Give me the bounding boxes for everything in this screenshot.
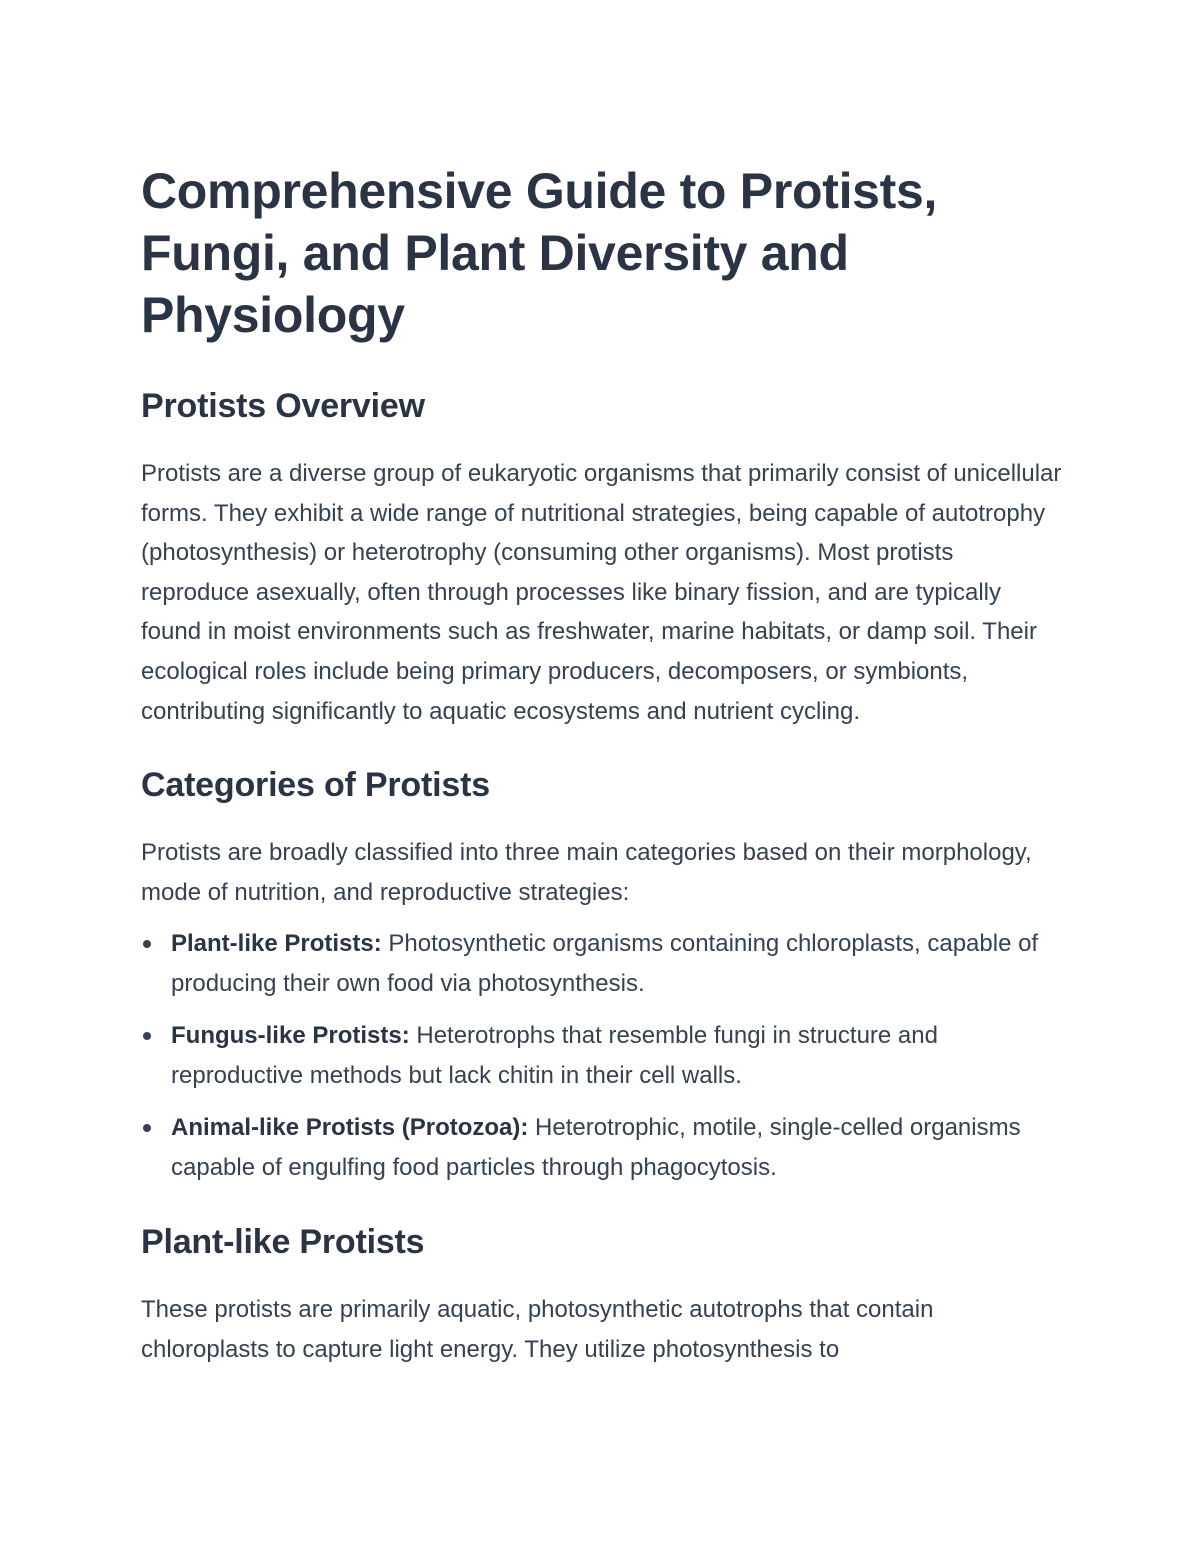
section-paragraph-protists-overview: Protists are a diverse group of eukaryotic organisms that primarily consist of unicellular forms. They exhibit a wide range of nutritional strategies, being capable of autotrophy (photosynthesis) or heterotrophy (consuming other organisms). Most protists reproduce asexually, often through processes like binary fission, and are typically found in moist environments such as freshwater, marine habitats, or damp soil. Their ecological roles include being primary producers, decomposers, or symbionts, contributing significantly to aquatic ecosystems and nutrient cycling. [141,460,1062,725]
bullet-text: Heterotrophic, motile, single-celled organisms capable of engulfing food particles through phagocytosis. [171,1114,1021,1182]
bullet-term: Fungus-like Protists: [171,1022,410,1050]
bullet-dot-icon [143,1124,151,1132]
section-heading-categories-of-protists: Categories of Protists [141,766,490,805]
section-heading-protists-overview: Protists Overview [141,387,425,425]
bullet-text: Heterotrophs that resemble fungi in structure and reproductive methods but lack chitin in their cell walls. [171,1022,938,1090]
bullet-term: Plant-like Protists: [171,930,382,958]
bullet-dot-icon [143,940,151,948]
bullet-dot-icon [143,1032,151,1040]
bullet-term: Animal-like Protists (Protozoa): [171,1114,529,1142]
section-heading-plant-like-protists: Plant-like Protists [141,1223,425,1262]
document-page [141,160,1066,1370]
document-title: Comprehensive Guide to Protists, Fungi, and Plant Diversity and Physiology [141,163,938,343]
bullet-item-plant-like [141,924,1066,1004]
bullet-item-animal-like [141,1108,1066,1188]
section-paragraph-plant-like-protists: These protists are primarily aquatic, photosynthetic autotrophs that contain chloroplasts to capture light energy. They utilize photosynthesis to [141,1296,934,1363]
bullet-text: Photosynthetic organisms containing chloroplasts, capable of producing their own food via photosynthesis. [171,930,1039,998]
bullet-item-fungus-like [141,1016,1066,1096]
categories-bullet-list [141,924,1066,1188]
section-paragraph-categories-of-protists: Protists are broadly classified into three main categories based on their morphology, mode of nutrition, and reproductive strategies: [141,839,1032,906]
